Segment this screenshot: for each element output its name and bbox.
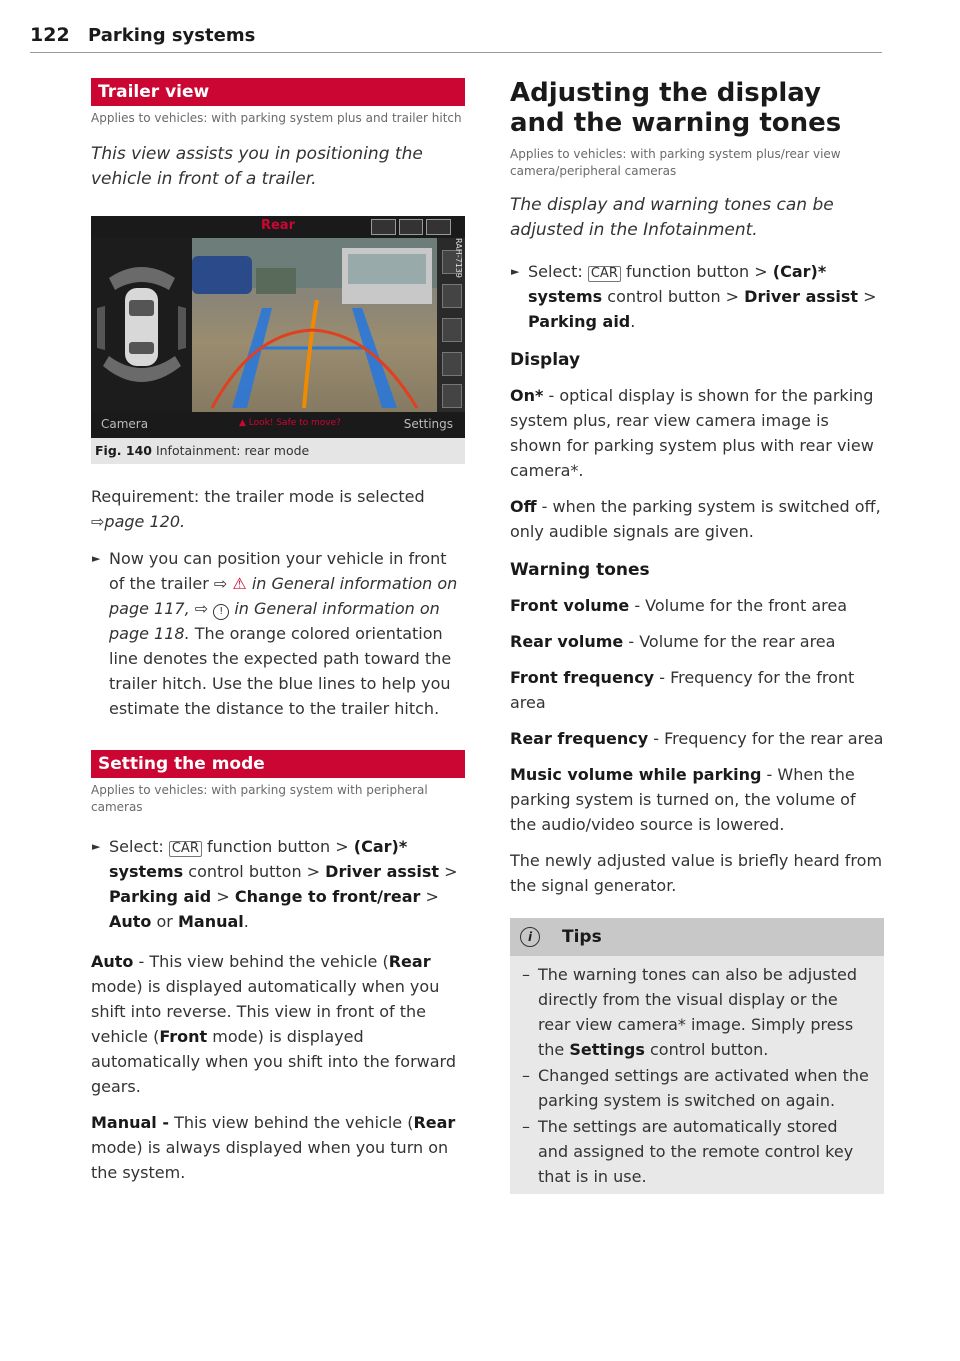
tip-item — [522, 962, 872, 1062]
mode-applies-note: Applies to vehicles: with parking system with peripheral cameras — [91, 783, 428, 814]
instruction-text: ⇨ — [194, 599, 209, 618]
term-label: Rear frequency — [510, 729, 649, 748]
caption-label: Fig. 140 — [95, 443, 152, 458]
menu-path-item: Parking aid — [528, 312, 631, 331]
instruction-text: function button > — [625, 262, 768, 281]
infotainment-screen — [91, 216, 465, 438]
tips-body — [510, 956, 884, 1194]
screen-warning-text: Look! Safe to move? — [248, 418, 341, 428]
camera-button[interactable] — [442, 384, 462, 408]
bullet-arrow-icon: ► — [92, 840, 101, 853]
description-text: - optical display is shown for the parking system plus, rear view camera image is shown for parking system plus with rear view camera*. — [510, 386, 874, 480]
instruction-text: control button > — [188, 862, 321, 881]
info-icon: i — [520, 927, 540, 947]
adjusted-value-note: The newly adjusted value is briefly heard from the signal generator. — [510, 851, 883, 895]
term-label: Front frequency — [510, 668, 655, 687]
trailer-view-heading: Trailer view — [91, 78, 465, 106]
tips-title: Tips — [562, 927, 602, 947]
rear-camera-view — [192, 238, 437, 412]
menu-path-item: Driver assist — [744, 287, 859, 306]
settings-softkey[interactable]: Settings — [403, 417, 453, 431]
caption-text: Infotainment: rear mode — [155, 443, 310, 458]
cross-reference[interactable]: in General information on page 117, — [109, 574, 458, 618]
tip-dash: – — [522, 1066, 530, 1085]
requirement-text — [91, 484, 465, 534]
auto-description — [91, 949, 465, 1099]
tip-item — [522, 1063, 872, 1113]
right-column — [510, 78, 884, 1194]
description-text: mode) is displayed automatically when you shift into reverse. This view in front of the vehicle ( — [91, 977, 440, 1046]
front-volume-row — [510, 593, 884, 618]
camera-button[interactable] — [442, 352, 462, 376]
figure-caption — [91, 438, 465, 464]
description-text: - Volume for the front area — [634, 596, 848, 615]
term-label: Rear — [413, 1113, 456, 1132]
description-text: - Frequency for the rear area — [653, 729, 884, 748]
tips-header — [510, 918, 884, 956]
camera-softkey[interactable]: Camera — [101, 417, 149, 431]
description-text: mode) is displayed automatically when you shift into the forward gears. — [91, 1027, 456, 1096]
car-key-label: CAR — [588, 266, 621, 282]
description-text: - Frequency for the front area — [510, 668, 855, 712]
adjusting-applies-note: Applies to vehicles: with parking system plus/rear view camera/peripheral cameras — [510, 147, 841, 178]
instruction-text: . — [630, 312, 636, 331]
tip-dash: – — [522, 1117, 530, 1136]
camera-button[interactable] — [442, 318, 462, 342]
instruction-text: . — [243, 912, 249, 931]
term-label: On* — [510, 386, 544, 405]
manual-description — [91, 1110, 465, 1185]
description-text: - when the parking system is switched off, only audible signals are given. — [510, 497, 881, 541]
trailer-applies-note: Applies to vehicles: with parking system plus and trailer hitch — [91, 111, 462, 125]
instruction-text: > — [425, 887, 439, 906]
screen-title: Rear — [260, 218, 295, 233]
term-label: Music volume while parking — [510, 765, 762, 784]
warning-icon: ⚠ — [232, 574, 247, 593]
mode-select-instruction — [91, 834, 465, 934]
car-overview-pane — [91, 238, 192, 412]
instruction-text: > — [216, 887, 230, 906]
tip-text: Changed settings are activated when the parking system is switched on again. — [538, 1066, 869, 1110]
display-heading: Display — [510, 350, 581, 370]
adjust-select-instruction — [510, 259, 884, 334]
page-header — [30, 24, 882, 53]
menu-path-item: Change to front/rear — [234, 887, 421, 906]
requirement-ref: ⇨page 120. — [91, 512, 186, 531]
heading-line: Adjusting the display — [510, 78, 821, 108]
figure-140 — [91, 216, 465, 464]
menu-path-item: Driver assist — [325, 862, 440, 881]
warning-tones-heading: Warning tones — [510, 560, 650, 580]
menu-path-item: (Car)* systems — [528, 262, 827, 306]
left-column — [91, 78, 465, 1185]
screen-bottom-bar — [91, 412, 465, 438]
adjusting-heading — [510, 78, 884, 138]
screen-warning: ▲ Look! Safe to move? — [239, 418, 341, 428]
instruction-text: Now you can position your vehicle in front of the trailer ⇨ — [109, 549, 447, 593]
term-label: Front — [159, 1027, 208, 1046]
description-text: This view behind the vehicle ( — [174, 1113, 414, 1132]
tip-text: control button. — [649, 1040, 769, 1059]
view-icon — [371, 219, 396, 235]
menu-path-item: Manual — [177, 912, 244, 931]
car-top-view-icon — [91, 238, 192, 412]
trailer-instruction — [91, 546, 465, 721]
page-number: 122 — [30, 24, 70, 46]
trailer-intro: This view assists you in positioning the vehicle in front of a trailer. — [91, 144, 423, 189]
term-label: Auto — [91, 952, 134, 971]
heading-line: and the warning tones — [510, 108, 842, 138]
front-frequency-row — [510, 665, 884, 715]
tip-dash: – — [522, 965, 530, 984]
term-label: Rear volume — [510, 632, 624, 651]
bullet-arrow-icon: ► — [511, 265, 520, 278]
menu-path-item: Auto — [109, 912, 152, 931]
view-mode-icons — [371, 219, 451, 235]
note-icon: ! — [213, 604, 229, 620]
menu-path-item: (Car)* systems — [109, 837, 408, 881]
view-icon — [426, 219, 451, 235]
cross-reference[interactable]: in General information on page 118. — [109, 599, 440, 643]
setting-mode-heading: Setting the mode — [91, 750, 465, 778]
section-title: Parking systems — [88, 25, 256, 46]
term-label: Off — [510, 497, 537, 516]
description-text: mode) is always displayed when you turn on the system. — [91, 1138, 449, 1182]
on-description — [510, 383, 884, 483]
term-label: Front volume — [510, 596, 630, 615]
adjusting-intro: The display and warning tones can be adjusted in the Infotainment. — [510, 195, 834, 240]
description-text: - This view behind the vehicle ( — [138, 952, 389, 971]
music-volume-row — [510, 762, 884, 837]
instruction-text: Select: — [109, 837, 164, 856]
instruction-text: control button > — [607, 287, 740, 306]
bullet-arrow-icon: ► — [92, 552, 101, 565]
tip-item — [522, 1114, 872, 1189]
figure-id: RAH-7139 — [454, 238, 463, 278]
tip-text: The settings are automatically stored and assigned to the remote control key that is in use. — [538, 1117, 854, 1186]
requirement-body: Requirement: the trailer mode is selected — [91, 487, 425, 506]
term-label: Settings — [569, 1040, 645, 1059]
menu-path-item: Parking aid — [109, 887, 212, 906]
term-label: Rear — [388, 952, 431, 971]
instruction-text: The orange colored orientation line denotes the expected path toward the trailer hitch. Use the blue lines to help you estimate the distance to the trailer hitch. — [109, 624, 452, 718]
instruction-text: > — [444, 862, 458, 881]
car-key-label: CAR — [169, 841, 202, 857]
instruction-text: function button > — [206, 837, 349, 856]
rear-frequency-row — [510, 726, 884, 751]
instruction-text: > — [863, 287, 877, 306]
description-text: - When the parking system is turned on, the volume of the audio/video source is lowered. — [510, 765, 856, 834]
instruction-text: or — [156, 912, 173, 931]
view-icon — [399, 219, 424, 235]
tips-box — [510, 918, 884, 1194]
camera-image — [192, 238, 437, 412]
description-text: - Volume for the rear area — [628, 632, 836, 651]
instruction-text: Select: — [528, 262, 583, 281]
rear-volume-row — [510, 629, 884, 654]
term-label: Manual - — [91, 1113, 169, 1132]
tip-text: The warning tones can also be adjusted directly from the visual display or the rear view camera* image. Simply press the — [538, 965, 857, 1059]
off-description — [510, 494, 884, 544]
